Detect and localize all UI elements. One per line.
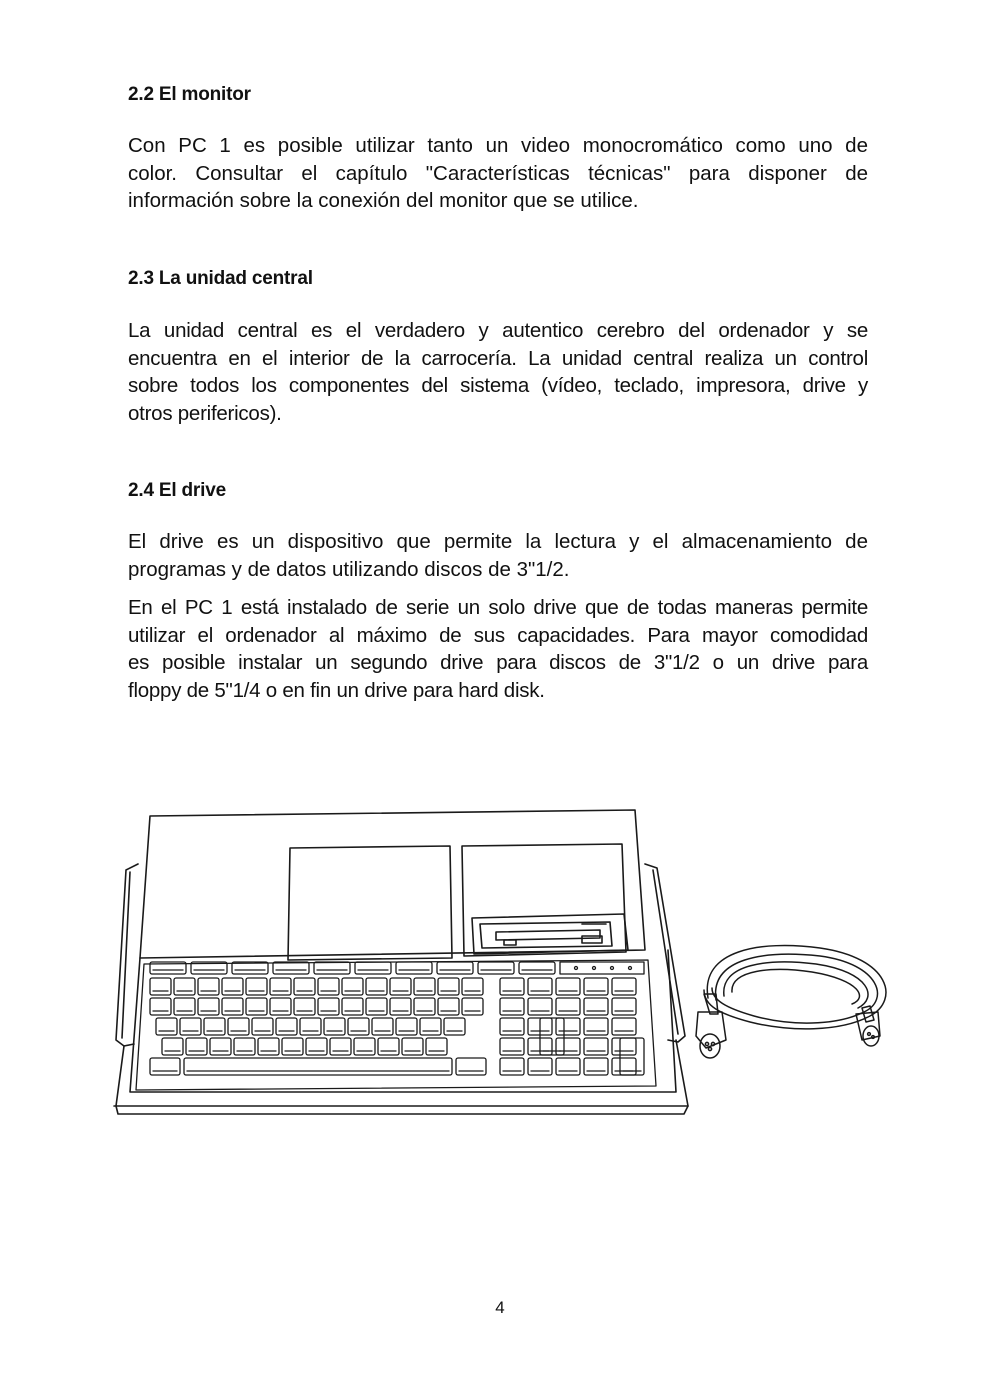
keyboard-key xyxy=(318,998,339,1015)
keyboard-key xyxy=(273,962,309,974)
paragraph-line: encuentra en el interior de la carrocería. La unidad central realiza un control xyxy=(128,346,868,370)
keyboard-key xyxy=(556,1018,580,1035)
keyboard-key xyxy=(150,1058,180,1075)
keyboard-key xyxy=(246,998,267,1015)
keyboard-key xyxy=(174,998,195,1015)
keyboard-key xyxy=(342,998,363,1015)
keyboard-key xyxy=(150,998,171,1015)
keyboard-key xyxy=(150,978,171,995)
keyboard-key xyxy=(612,1058,636,1075)
paragraph-line: En el PC 1 está instalado de serie un solo drive que de todas maneras permite xyxy=(128,596,868,619)
page-number: 4 xyxy=(495,1298,505,1317)
top-panels xyxy=(288,844,628,960)
keyboard-key xyxy=(584,978,608,995)
paragraph-line: color. Consultar el capítulo "Características técnicas" para disponer de xyxy=(128,161,868,185)
paragraph-line: otros perifericos). xyxy=(128,401,282,425)
keyboard-key xyxy=(390,978,411,995)
keyboard-key xyxy=(258,1038,279,1055)
keyboard-key xyxy=(500,998,524,1015)
keyboard-key xyxy=(228,1018,249,1035)
keyboard-key xyxy=(519,962,555,974)
keyboard-key xyxy=(500,1058,524,1075)
heading-drive: 2.4 El drive xyxy=(128,480,226,501)
paragraph-monitor xyxy=(128,132,868,215)
keyboard-key xyxy=(366,978,387,995)
paragraph-line: floppy de 5"1/4 o en fin un drive para hard disk. xyxy=(128,678,545,702)
keyboard-key xyxy=(270,998,291,1015)
keyboard-key xyxy=(174,978,195,995)
keyboard-key xyxy=(478,962,514,974)
keyboard-key xyxy=(270,978,291,995)
keyboard-key xyxy=(438,978,459,995)
indicator-led xyxy=(629,967,632,970)
keyboard-key xyxy=(556,1038,580,1055)
keyboard-key xyxy=(300,1018,321,1035)
keyboard-key xyxy=(314,962,350,974)
keyboard-key xyxy=(462,978,483,995)
keyboard-key xyxy=(294,998,315,1015)
keyboard-key xyxy=(156,1018,177,1035)
heading-central-unit: 2.3 La unidad central xyxy=(128,268,313,289)
keyboard-key xyxy=(204,1018,225,1035)
cable xyxy=(696,946,886,1058)
keyboard-key xyxy=(500,1018,524,1035)
keyboard-key xyxy=(378,1038,399,1055)
keyboard-key xyxy=(396,1018,417,1035)
paragraph-line: programas y de datos utilizando discos de 3"1/2. xyxy=(128,557,570,581)
keyboard-key xyxy=(462,998,483,1015)
keyboard-key xyxy=(437,962,473,974)
keyboard-key xyxy=(366,998,387,1015)
keyboard-key xyxy=(426,1038,447,1055)
keyboard-key xyxy=(500,1038,524,1055)
keyboard-key xyxy=(276,1018,297,1035)
keyboard-key xyxy=(584,1038,608,1055)
keyboard-key xyxy=(324,1018,345,1035)
paragraph-line: es posible instalar un segundo drive para discos de 3"1/2 o un drive para xyxy=(128,651,868,674)
keyboard-key xyxy=(186,1038,207,1055)
keyboard-key xyxy=(222,978,243,995)
keyboard-key xyxy=(556,1058,580,1075)
paragraph-line: El drive es un dispositivo que permite la lectura y el almacenamiento de xyxy=(128,530,868,553)
keyboard-key xyxy=(612,978,636,995)
keyboard-key xyxy=(414,998,435,1015)
keyboard-key xyxy=(234,1038,255,1055)
keyboard-key xyxy=(612,1038,636,1055)
keyboard-key xyxy=(528,998,552,1015)
keyboard-key xyxy=(420,1018,441,1035)
paragraph-drive-intro xyxy=(128,528,868,583)
keyboard xyxy=(136,960,656,1090)
keyboard-key xyxy=(372,1018,393,1035)
keyboard-key xyxy=(306,1038,327,1055)
keyboard-key xyxy=(556,998,580,1015)
keyboard-key xyxy=(210,1038,231,1055)
keyboard-key xyxy=(612,1018,636,1035)
keyboard-key xyxy=(584,1058,608,1075)
keyboard-key xyxy=(528,978,552,995)
keyboard-key xyxy=(528,1058,552,1075)
keyboard-key xyxy=(222,998,243,1015)
paragraph-line: sobre todos los componentes del sistema (vídeo, teclado, impresora, drive y xyxy=(128,374,868,397)
keyboard-key xyxy=(355,962,391,974)
indicator-led xyxy=(575,967,578,970)
keyboard-key xyxy=(584,1018,608,1035)
keyboard-key xyxy=(444,1018,465,1035)
paragraph-line: Con PC 1 es posible utilizar tanto un video monocromático como uno de xyxy=(128,134,868,157)
keyboard-key xyxy=(500,978,524,995)
keyboard-key xyxy=(584,998,608,1015)
keyboard-key xyxy=(456,1058,486,1075)
keyboard-key xyxy=(282,1038,303,1055)
keyboard-key xyxy=(330,1038,351,1055)
keyboard-key xyxy=(396,962,432,974)
computer-with-keyboard-and-cable-drawing xyxy=(100,800,900,1140)
keyboard-key xyxy=(246,978,267,995)
paragraph-central-unit xyxy=(128,317,868,427)
keyboard-key xyxy=(354,1038,375,1055)
keyboard-key xyxy=(252,1018,273,1035)
keyboard-key xyxy=(318,978,339,995)
keyboard-key xyxy=(620,1038,644,1075)
keyboard-key xyxy=(390,998,411,1015)
indicator-led xyxy=(611,967,614,970)
keyboard-key xyxy=(612,998,636,1015)
paragraph-drive-options xyxy=(128,594,868,704)
keyboard-key xyxy=(438,998,459,1015)
paragraph-line: utilizar el ordenador al máximo de sus capacidades. Para mayor comodidad xyxy=(128,623,868,647)
keyboard-key xyxy=(342,978,363,995)
heading-monitor: 2.2 El monitor xyxy=(128,84,251,105)
paragraph-line: La unidad central es el verdadero y autentico cerebro del ordenador y se xyxy=(128,319,868,342)
keyboard-key xyxy=(348,1018,369,1035)
paragraph-line: información sobre la conexión del monitor que se utilice. xyxy=(128,189,639,212)
keyboard-key xyxy=(402,1038,423,1055)
keyboard-key xyxy=(184,1058,452,1075)
indicator-led xyxy=(593,967,596,970)
keyboard-key xyxy=(198,998,219,1015)
keyboard-key xyxy=(180,1018,201,1035)
keyboard-key xyxy=(556,978,580,995)
keyboard-key xyxy=(198,978,219,995)
keyboard-key xyxy=(414,978,435,995)
keyboard-key xyxy=(294,978,315,995)
keyboard-key xyxy=(162,1038,183,1055)
